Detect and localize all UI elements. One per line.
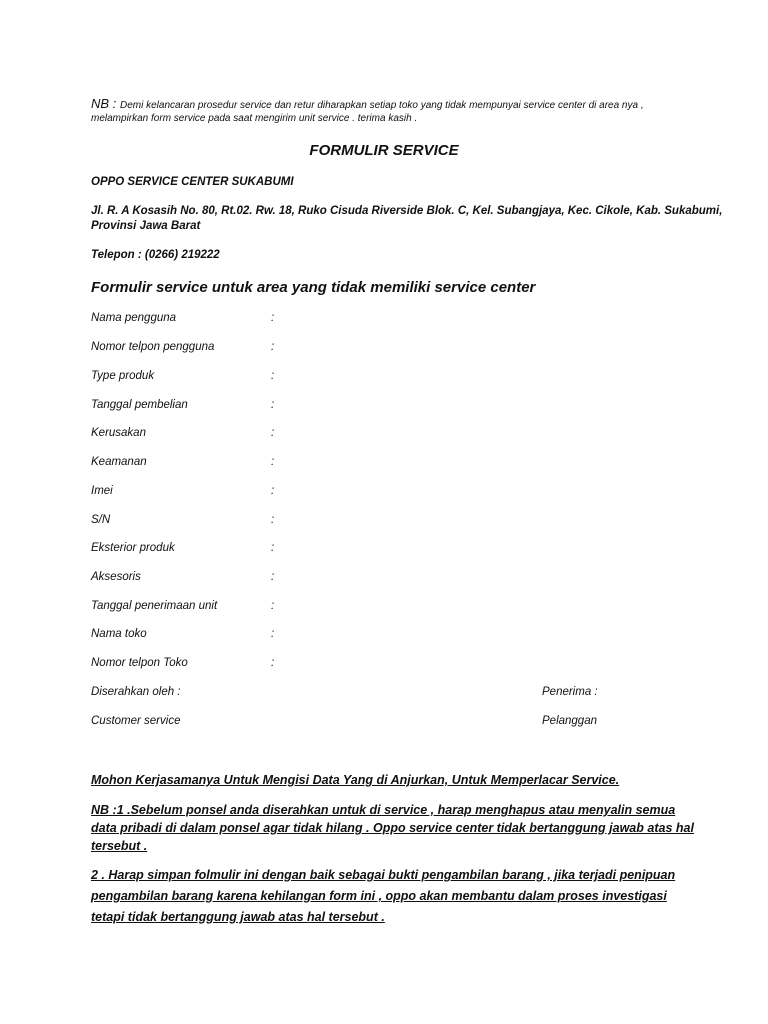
field-colon: : xyxy=(271,485,275,497)
field-label: Tanggal pembelian xyxy=(91,399,188,411)
address-line1: Jl. R. A Kosasih No. 80, Rt.02. Rw. 18, Ruko Cisuda Riverside Blok. C, Kel. Subangjaya, Kec. Cikole, Kab. Sukabumi, xyxy=(91,205,723,217)
field-colon: : xyxy=(271,514,275,526)
field-colon: : xyxy=(271,657,275,669)
nb1-line: tersebut . xyxy=(91,839,148,853)
nb-top-prefix: NB : xyxy=(91,96,117,111)
field-label: Eksterior produk xyxy=(91,542,175,554)
nb-top-line1: Demi kelancaran prosedur service dan retur diharapkan setiap toko yang tidak mempunyai service center di area nya , xyxy=(120,100,644,111)
nb2-line: tetapi tidak bertanggung jawab atas hal tersebut . xyxy=(91,910,385,924)
field-label: Nama toko xyxy=(91,628,147,640)
field-colon: : xyxy=(271,370,275,382)
field-colon: : xyxy=(271,456,275,468)
nb2-line: pengambilan barang karena kehilangan form ini , oppo akan membantu dalam proses investigasi xyxy=(91,889,667,903)
field-label: Nomor telpon pengguna xyxy=(91,341,215,353)
nb1-line: data pribadi di dalam ponsel agar tidak hilang . Oppo service center tidak bertanggung jawab atas hal xyxy=(91,821,694,835)
field-label: Aksesoris xyxy=(91,571,141,583)
customer-service-label: Customer service xyxy=(91,715,181,727)
customer-label: Pelanggan xyxy=(542,715,597,727)
field-colon: : xyxy=(271,571,275,583)
phone-number: Telepon : (0266) 219222 xyxy=(91,249,220,261)
service-center-name: OPPO SERVICE CENTER SUKABUMI xyxy=(91,176,294,188)
field-label: Keamanan xyxy=(91,456,147,468)
field-colon: : xyxy=(271,628,275,640)
receiver-label: Penerima : xyxy=(542,686,598,698)
field-label: Kerusakan xyxy=(91,427,146,439)
field-colon: : xyxy=(271,427,275,439)
cooperation-note: Mohon Kerjasamanya Untuk Mengisi Data Yang di Anjurkan, Untuk Memperlacar Service. xyxy=(91,773,620,787)
form-title: FORMULIR SERVICE xyxy=(309,142,459,159)
field-label: Imei xyxy=(91,485,113,497)
field-colon: : xyxy=(271,312,275,324)
form-subtitle: Formulir service untuk area yang tidak memiliki service center xyxy=(91,279,536,296)
address-line2: Provinsi Jawa Barat xyxy=(91,220,201,232)
handed-by-label: Diserahkan oleh : xyxy=(91,686,181,698)
field-colon: : xyxy=(271,341,275,353)
field-label: Nama pengguna xyxy=(91,312,177,324)
field-label: S/N xyxy=(91,514,111,526)
field-label: Tanggal penerimaan unit xyxy=(91,600,218,612)
field-colon: : xyxy=(271,600,275,612)
field-label: Nomor telpon Toko xyxy=(91,657,188,669)
nb2-line: 2 . Harap simpan folmulir ini dengan baik sebagai bukti pengambilan barang , jika terjadi penipuan xyxy=(91,868,676,882)
field-colon: : xyxy=(271,542,275,554)
field-colon: : xyxy=(271,399,275,411)
field-label: Type produk xyxy=(91,370,155,382)
nb-top-line2: melampirkan form service pada saat mengirim unit service . terima kasih . xyxy=(91,113,418,124)
nb1-line: NB :1 .Sebelum ponsel anda diserahkan untuk di service , harap menghapus atau menyalin semua xyxy=(91,803,676,817)
